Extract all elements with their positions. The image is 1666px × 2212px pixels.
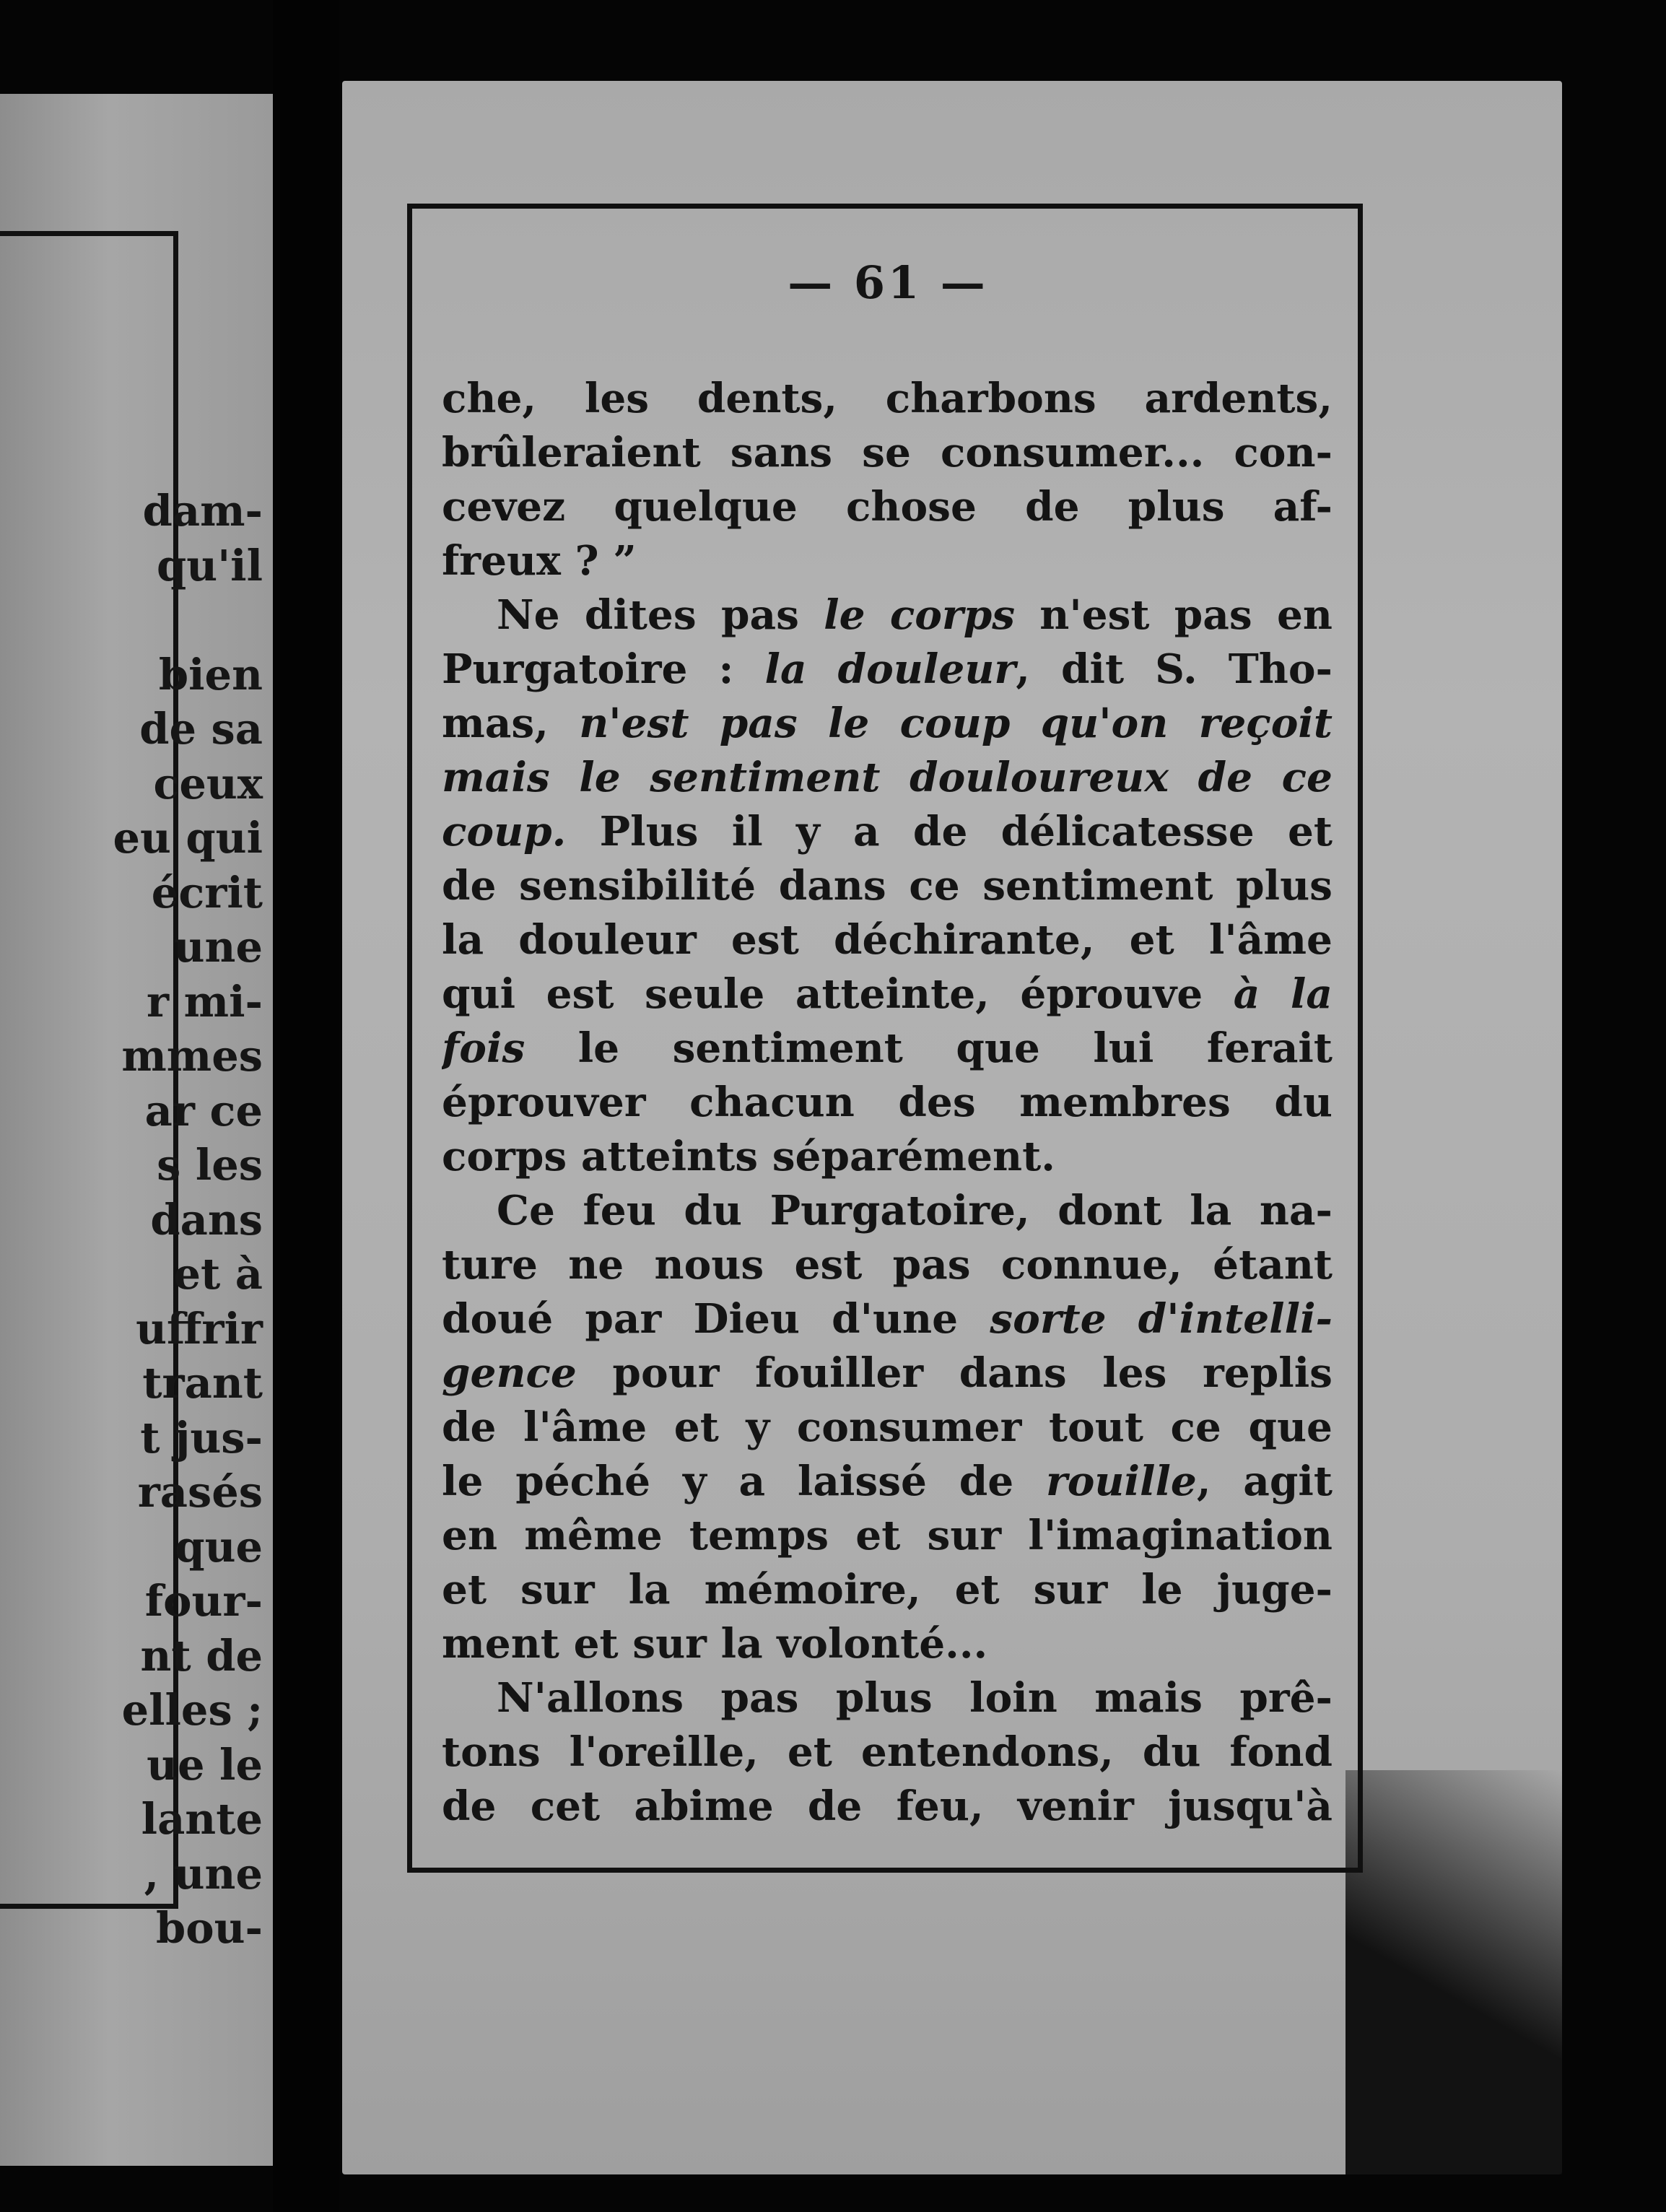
previous-page-line [113,593,263,648]
text-line: et sur la mémoire, et sur le juge- [442,1566,1333,1614]
text-line [442,967,1333,1022]
text-run: doué par Dieu d'une [442,1295,990,1343]
text-run: Plus il y a de délicatesse et [566,808,1333,855]
previous-page-line: ue le [147,1739,263,1790]
italic-phrase: rouille [1045,1458,1197,1505]
italic-phrase: le corps [824,591,1016,639]
italic-phrase: n'est pas le coup qu'on reçoit [579,700,1333,747]
text-line [442,1346,1333,1401]
italic-phrase: fois [442,1024,525,1072]
previous-page-line: dam- [142,486,263,536]
page-number: — 61 — [788,256,988,309]
text-line: che, les dents, charbons ardents, [442,375,1333,422]
previous-page-line: une [173,922,263,972]
italic-phrase: coup. [442,808,567,855]
previous-page-line: uffrir [136,1303,263,1354]
text-line: éprouver chacun des membres du [442,1079,1333,1126]
text-line: ment et sur la volonté... [442,1620,988,1668]
text-run: , agit [1196,1458,1333,1505]
book-gutter [273,0,339,2212]
italic-phrase: sorte d'intelli- [990,1295,1333,1343]
previous-page-line: que [175,1521,263,1572]
text-line: Ce feu du Purgatoire, dont la na- [497,1187,1333,1235]
text-line: cevez quelque chose de plus af- [442,483,1333,531]
text-line: freux ? ” [442,537,637,585]
previous-page-line: de sa [139,704,263,754]
text-line: brûleraient sans se consumer... con- [442,429,1333,476]
previous-page-line: r mi- [147,976,263,1027]
previous-page-line: eu qui [113,813,263,863]
text-run: n'est pas en [1015,591,1333,639]
text-line: en même temps et sur l'imagination [442,1512,1333,1559]
text-line: corps atteints séparément. [442,1133,1055,1180]
previous-page-line: s les [157,1140,263,1190]
text-line [442,697,1333,751]
italic-phrase: à la [1233,970,1333,1018]
page-corner-shadow [1346,1770,1562,2174]
text-line [442,588,1333,643]
previous-page-line: trant [142,1358,263,1408]
text-line [442,1455,1333,1509]
text-line: de sensibilité dans ce sentiment plus [442,862,1333,910]
page-body-text [442,372,1333,1834]
previous-page-line: ceux [153,758,263,809]
previous-page-line: ar ce [144,1085,263,1136]
previous-page-line: lante [141,1794,263,1844]
text-run: pour fouiller dans les replis [576,1349,1333,1397]
text-line: la douleur est déchirante, et l'âme [442,916,1333,964]
text-line [442,1292,1333,1346]
previous-page-line: mmes [121,1031,263,1081]
previous-page-line: , une [144,1848,263,1899]
previous-page-line: nt de [140,1630,263,1681]
text-line [442,805,1333,859]
text-line [442,643,1333,697]
previous-page [0,94,273,2166]
text-run: , dit S. Tho- [1016,645,1333,693]
previous-page-line: bien [158,649,263,700]
text-line: ture ne nous est pas connue, étant [442,1241,1333,1289]
text-run: Ne dites pas [497,591,824,639]
previous-page-line: t jus- [140,1412,263,1463]
text-line [442,1022,1333,1076]
previous-page-line: et à [173,1249,263,1299]
previous-page-text [113,484,263,1956]
italic-phrase: mais le sentiment douloureux de ce [442,754,1333,801]
previous-page-line: qu'il [156,540,263,591]
text-run: le péché y a laissé de [442,1458,1046,1505]
italic-phrase: gence [442,1349,577,1397]
previous-page-line: elles ; [121,1685,263,1735]
text-run: qui est seule atteinte, éprouve [442,970,1234,1018]
text-run: Purgatoire : [442,645,765,693]
previous-page-line: écrit [151,867,263,918]
previous-page-line: bou- [156,1903,263,1953]
text-line: N'allons pas plus loin mais prê- [497,1674,1333,1722]
previous-page-line: dans [150,1194,263,1245]
text-line: de l'âme et y consumer tout ce que [442,1403,1333,1451]
text-run: le sentiment que lui ferait [525,1024,1333,1072]
text-line: tons l'oreille, et entendons, du fond [442,1728,1333,1776]
text-run: mas, [442,700,580,747]
previous-page-line: four- [144,1576,263,1626]
previous-page-line: rasés [137,1467,263,1517]
text-line: de cet abime de feu, venir jusqu'à [442,1782,1333,1830]
italic-phrase: la douleur [764,645,1016,693]
text-line [442,751,1333,805]
